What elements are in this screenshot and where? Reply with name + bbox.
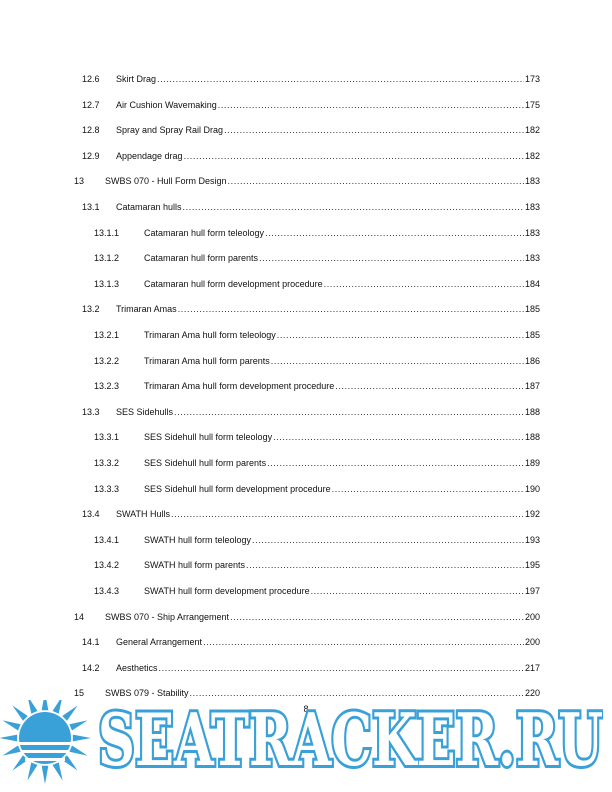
toc-entry-title: General Arrangement — [116, 637, 203, 647]
dot-leader — [230, 610, 524, 624]
dot-leader — [267, 456, 524, 470]
toc-entry-number: 14 — [74, 612, 85, 622]
dot-leader — [157, 72, 524, 86]
toc-entry[interactable] — [0, 226, 612, 240]
toc-entry[interactable] — [0, 533, 612, 547]
sun-icon — [0, 700, 91, 784]
toc-entry[interactable] — [0, 251, 612, 265]
dot-leader — [265, 226, 524, 240]
toc-entry[interactable] — [0, 686, 612, 700]
dot-leader — [183, 200, 524, 214]
toc-entry-title: Catamaran hull form teleology — [144, 228, 265, 238]
toc-entry-title: Appendage drag — [116, 151, 183, 161]
toc-entry-title: Trimaran Ama hull form teleology — [144, 330, 276, 340]
toc-entry[interactable] — [0, 635, 612, 649]
toc-entry-page: 183 — [524, 176, 540, 186]
toc-entry-number: 13.1 — [82, 202, 100, 212]
toc-entry-title: Catamaran hulls — [116, 202, 182, 212]
toc-entry-number: 13.2 — [82, 304, 100, 314]
toc-entry[interactable] — [0, 584, 612, 598]
toc-entry[interactable] — [0, 558, 612, 572]
toc-entry-page: 197 — [524, 586, 540, 596]
toc-entry-number: 13.1.1 — [94, 228, 120, 238]
toc-entry-title: SWATH hull form development procedure — [144, 586, 310, 596]
toc-entry-page: 189 — [524, 458, 540, 468]
toc-entry[interactable] — [0, 661, 612, 675]
toc-entry-number: 13.2.1 — [94, 330, 120, 340]
toc-entry-title: SWATH hull form parents — [144, 560, 246, 570]
toc-entry-number: 13.4 — [82, 509, 100, 519]
toc-entry-title: Trimaran Ama hull form development procedure — [144, 381, 335, 391]
toc-entry-number: 15 — [74, 688, 85, 698]
toc-entry-number: 14.2 — [82, 663, 100, 673]
dot-leader — [259, 251, 524, 265]
toc-entry-number: 13.3.3 — [94, 484, 120, 494]
toc-entry-title: Spray and Spray Rail Drag — [116, 125, 224, 135]
toc-entry-page: 188 — [524, 432, 540, 442]
toc-entry[interactable] — [0, 405, 612, 419]
toc-entry[interactable] — [0, 123, 612, 137]
toc-entry-page: 200 — [524, 612, 540, 622]
toc-entry[interactable] — [0, 149, 612, 163]
toc-entry[interactable] — [0, 430, 612, 444]
toc-entry-title: SWBS 070 - Ship Arrangement — [105, 612, 230, 622]
toc-entry[interactable] — [0, 482, 612, 496]
dot-leader — [171, 507, 524, 521]
dot-leader — [311, 584, 524, 598]
toc-entry-page: 185 — [524, 304, 540, 314]
dot-leader — [332, 482, 524, 496]
toc-entry-title: SES Sidehull hull form development procedure — [144, 484, 331, 494]
toc-entry[interactable] — [0, 72, 612, 86]
toc-entry-page: 195 — [524, 560, 540, 570]
toc-entry-title: SWATH Hulls — [116, 509, 170, 519]
toc-entry-page: 186 — [524, 356, 540, 366]
toc-entry-page: 193 — [524, 535, 540, 545]
toc-entry-page: 192 — [524, 509, 540, 519]
toc-entry-page: 200 — [524, 637, 540, 647]
toc-entry-title: SWBS 079 - Stability — [105, 688, 189, 698]
toc-entry-title: SES Sidehull hull form parents — [144, 458, 267, 468]
dot-leader — [246, 558, 524, 572]
dot-leader — [224, 123, 524, 137]
toc-entry-page: 188 — [524, 407, 540, 417]
toc-entry-number: 13.2.2 — [94, 356, 120, 366]
toc-entry-number: 13.3 — [82, 407, 100, 417]
toc-entry-number: 12.8 — [82, 125, 100, 135]
dot-leader — [159, 661, 524, 675]
dot-leader — [335, 379, 524, 393]
toc-entry-page: 182 — [524, 151, 540, 161]
toc-entry-page: 184 — [524, 279, 540, 289]
toc-entry-title: Skirt Drag — [116, 74, 157, 84]
dot-leader — [277, 328, 524, 342]
toc-entry-title: Aesthetics — [116, 663, 158, 673]
toc-entry-page: 182 — [524, 125, 540, 135]
toc-entry-title: Trimaran Amas — [116, 304, 177, 314]
toc-entry-title: Air Cushion Wavemaking — [116, 100, 217, 110]
toc-entry-title: Catamaran hull form development procedure — [144, 279, 323, 289]
toc-entry[interactable] — [0, 507, 612, 521]
toc-entry-number: 13.2.3 — [94, 381, 120, 391]
toc-entry[interactable] — [0, 379, 612, 393]
dot-leader — [228, 174, 524, 188]
toc-entry-page: 183 — [524, 253, 540, 263]
toc-entry-title: Catamaran hull form parents — [144, 253, 259, 263]
toc-entry-page: 175 — [524, 100, 540, 110]
toc-entry[interactable] — [0, 200, 612, 214]
toc-entry-number: 12.7 — [82, 100, 100, 110]
watermark-text-label: SEATRACKER.RU — [98, 707, 603, 773]
toc-entry-number: 13.4.3 — [94, 586, 120, 596]
toc-entry-number: 13 — [74, 176, 85, 186]
toc-entry-number: 13.1.3 — [94, 279, 120, 289]
dot-leader — [190, 686, 524, 700]
toc-entry-page: 220 — [524, 688, 540, 698]
toc-entry-title: SES Sidehulls — [116, 407, 174, 417]
toc-entry-page: 173 — [524, 74, 540, 84]
toc-entry-page: 217 — [524, 663, 540, 673]
dot-leader — [218, 98, 524, 112]
toc-entry[interactable] — [0, 610, 612, 624]
dot-leader — [203, 635, 524, 649]
dot-leader — [252, 533, 524, 547]
toc-entry-title: SWBS 070 - Hull Form Design — [105, 176, 227, 186]
toc-entry-title: SES Sidehull hull form teleology — [144, 432, 273, 442]
toc-entry-page: 190 — [524, 484, 540, 494]
dot-leader — [184, 149, 524, 163]
toc-entry[interactable] — [0, 456, 612, 470]
page-number: 8 — [303, 704, 309, 714]
dot-leader — [174, 405, 524, 419]
toc-entry-number: 12.9 — [82, 151, 100, 161]
toc-entry[interactable] — [0, 98, 612, 112]
toc-entry-number: 14.1 — [82, 637, 100, 647]
toc-entry-number: 13.4.2 — [94, 560, 120, 570]
toc-entry-number: 13.1.2 — [94, 253, 120, 263]
toc-entry-number: 12.6 — [82, 74, 100, 84]
dot-leader — [273, 430, 524, 444]
toc-entry-title: SWATH hull form teleology — [144, 535, 252, 545]
toc-entry[interactable] — [0, 277, 612, 291]
toc-entry[interactable] — [0, 354, 612, 368]
toc-entry-page: 185 — [524, 330, 540, 340]
dot-leader — [178, 302, 524, 316]
toc-entry[interactable] — [0, 302, 612, 316]
dot-leader — [324, 277, 524, 291]
toc-entry-page: 183 — [524, 228, 540, 238]
toc-entry-number: 13.3.2 — [94, 458, 120, 468]
toc-entry-page: 187 — [524, 381, 540, 391]
watermark-text — [98, 707, 603, 773]
toc-entry-page: 183 — [524, 202, 540, 212]
toc-entry-title: Trimaran Ama hull form parents — [144, 356, 270, 366]
dot-leader — [271, 354, 524, 368]
toc-entry[interactable] — [0, 174, 612, 188]
toc-entry-number: 13.3.1 — [94, 432, 120, 442]
toc-entry-number: 13.4.1 — [94, 535, 120, 545]
toc-entry[interactable] — [0, 328, 612, 342]
